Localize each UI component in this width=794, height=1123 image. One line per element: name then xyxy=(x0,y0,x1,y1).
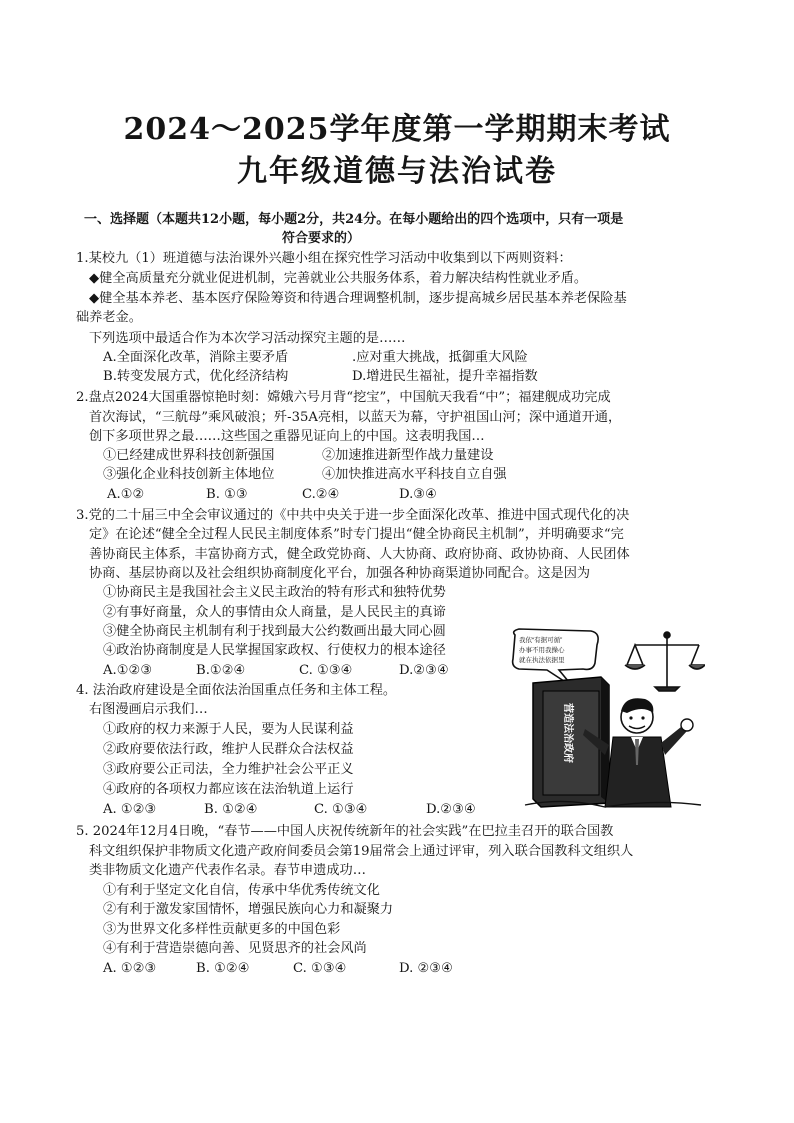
q3-option-b: B.①②④ xyxy=(196,663,246,678)
q3-line-2: 定》在论述“健全全过程人民民主制度体系”时专门提出“健全协商民主机制”，并明确要求“完 xyxy=(89,527,624,542)
q3-statement-3: ③健全协商民主机制有利于找到最大公约数画出最大同心圆 xyxy=(103,624,446,639)
q2-statement-2: ②加速推进新型作战力量建设 xyxy=(322,448,494,463)
q2-statement-4: ④加快推进高水平科技自立自强 xyxy=(322,467,507,482)
q4-option-c: C. ①③④ xyxy=(314,802,368,817)
balance-scale-icon xyxy=(625,632,705,691)
q2-option-d: D.③④ xyxy=(399,487,437,502)
q2-option-b: B. ①③ xyxy=(206,487,248,502)
q4-option-a: A. ①②③ xyxy=(103,802,157,817)
q5-option-c: C. ①③④ xyxy=(293,961,347,976)
q3-option-d: D.②③④ xyxy=(399,663,449,678)
law-government-cartoon xyxy=(505,625,705,810)
q1-option-c: B.转变发展方式，优化经济结构 xyxy=(103,369,289,384)
q2-line-1: 2.盘点2024大国重器惊艳时刻：嫦娥六号月背“挖宝”，中国航天我看“中”；福建舰成功完成 xyxy=(76,390,611,405)
q3-statement-1: ①协商民主是我国社会主义民主政治的特有形式和独特优势 xyxy=(103,585,446,600)
q4-statement-2: ②政府要依法行政，维护人民群众合法权益 xyxy=(103,742,354,757)
q1-question: 下列选项中最适合作为本次学习活动探究主题的是…… xyxy=(89,331,406,346)
q5-statement-2: ②有利于激发家国情怀，增强民族向心力和凝聚力 xyxy=(103,902,394,917)
q3-line-3: 善协商民主体系，丰富协商方式，健全政党协商、人大协商、政府协商、政协协商、人民团体 xyxy=(89,547,630,562)
book-title: 营造法治政府 xyxy=(562,703,573,763)
section-heading-cont: 符合要求的） xyxy=(282,231,361,246)
bubble-text-1: 我依“有据可循” xyxy=(519,637,563,644)
q1-option-a: A.全面深化改革，消除主要矛盾 xyxy=(103,350,289,365)
q1-option-b: .应对重大挑战，抵御重大风险 xyxy=(352,350,528,365)
q1-material-2: ◆健全基本养老、基本医疗保险筹资和待遇合理调整机制，逐步提高城乡居民基本养老保险基 xyxy=(89,291,627,306)
q2-option-a: A.①② xyxy=(107,487,145,502)
q4-line-2: 右图漫画启示我们… xyxy=(89,702,208,717)
q4-option-b: B. ①②④ xyxy=(204,802,258,817)
q1-material-2-cont: 础养老金。 xyxy=(76,310,142,325)
q4-statement-3: ③政府要公正司法，全力维护社会公平正义 xyxy=(103,762,354,777)
q5-line-3: 类非物质文化遗产代表作名录。春节申遗成功… xyxy=(89,863,366,878)
q4-statement-4: ④政府的各项权力都应该在法治轨道上运行 xyxy=(103,782,354,797)
exam-subtitle: 九年级道德与法治试卷 xyxy=(237,154,557,189)
q4-statement-1: ①政府的权力来源于人民，要为人民谋利益 xyxy=(103,722,354,737)
q2-option-c: C.②④ xyxy=(302,487,340,502)
q1-stem: 1.某校九（1）班道德与法治课外兴趣小组在探究性学习活动中收集到以下两则资料： xyxy=(76,251,572,266)
q5-statement-4: ④有利于营造崇德向善、见贤思齐的社会风尚 xyxy=(103,941,367,956)
q5-option-d: D. ②③④ xyxy=(399,961,453,976)
q3-line-4: 协商、基层协商以及社会组织协商制度化平台，加强各种协商渠道协同配合。这是因为 xyxy=(89,566,591,581)
q3-option-a: A.①②③ xyxy=(103,663,153,678)
exam-title: 2024～2025学年度第一学期期末考试 xyxy=(123,112,671,147)
q3-statement-2: ②有事好商量，众人的事情由众人商量，是人民民主的真谛 xyxy=(103,605,446,620)
q3-statement-4: ④政治协商制度是人民掌握国家政权、行使权力的根本途径 xyxy=(103,643,446,658)
q5-option-b: B. ①②④ xyxy=(196,961,250,976)
q5-line-2: 科文组织保护非物质文化遗产政府间委员会第19届常会上通过评审，列入联合国教科文组织人 xyxy=(89,844,634,859)
section-heading: 一、选择题（本题共12小题，每小题2分，共24分。在每小题给出的四个选项中，只有一项是 xyxy=(84,212,624,227)
q4-line-1: 4. 法治政府建设是全面依法治国重点任务和主体工程。 xyxy=(76,683,397,698)
bubble-text-2: 办事不用我操心 xyxy=(519,647,565,654)
q5-line-1: 5. 2024年12月4日晚，“春节——中国人庆祝传统新年的社会实践”在巴拉圭召开的联合国教 xyxy=(76,824,614,839)
q4-option-d: D.②③④ xyxy=(426,802,476,817)
q2-statement-1: ①已经建成世界科技创新强国 xyxy=(103,448,275,463)
q5-statement-3: ③为世界文化多样性贡献更多的中国色彩 xyxy=(103,922,341,937)
q5-statement-1: ①有利于坚定文化自信，传承中华优秀传统文化 xyxy=(103,883,380,898)
q5-option-a: A. ①②③ xyxy=(103,961,157,976)
bubble-text-3: 就在执法依据里 xyxy=(519,657,565,664)
q1-material-1: ◆健全高质量充分就业促进机制，完善就业公共服务体系，着力解决结构性就业矛盾。 xyxy=(89,271,588,286)
q2-line-2: 首次海试，“三航母”乘风破浪；歼-35A亮相，以蓝天为幕，守护祖国山河；深中通道开通， xyxy=(89,410,622,425)
q2-statement-3: ③强化企业科技创新主体地位 xyxy=(103,467,275,482)
q2-line-3: 创下多项世界之最……这些国之重器见证向上的中国。这表明我国… xyxy=(89,429,485,444)
q1-option-d: D.增进民生福祉，提升幸福指数 xyxy=(352,369,538,384)
q3-line-1: 3.党的二十届三中全会审议通过的《中共中央关于进一步全面深化改革、推进中国式现代化的决 xyxy=(76,508,630,523)
q3-option-c: C. ①③④ xyxy=(299,663,353,678)
